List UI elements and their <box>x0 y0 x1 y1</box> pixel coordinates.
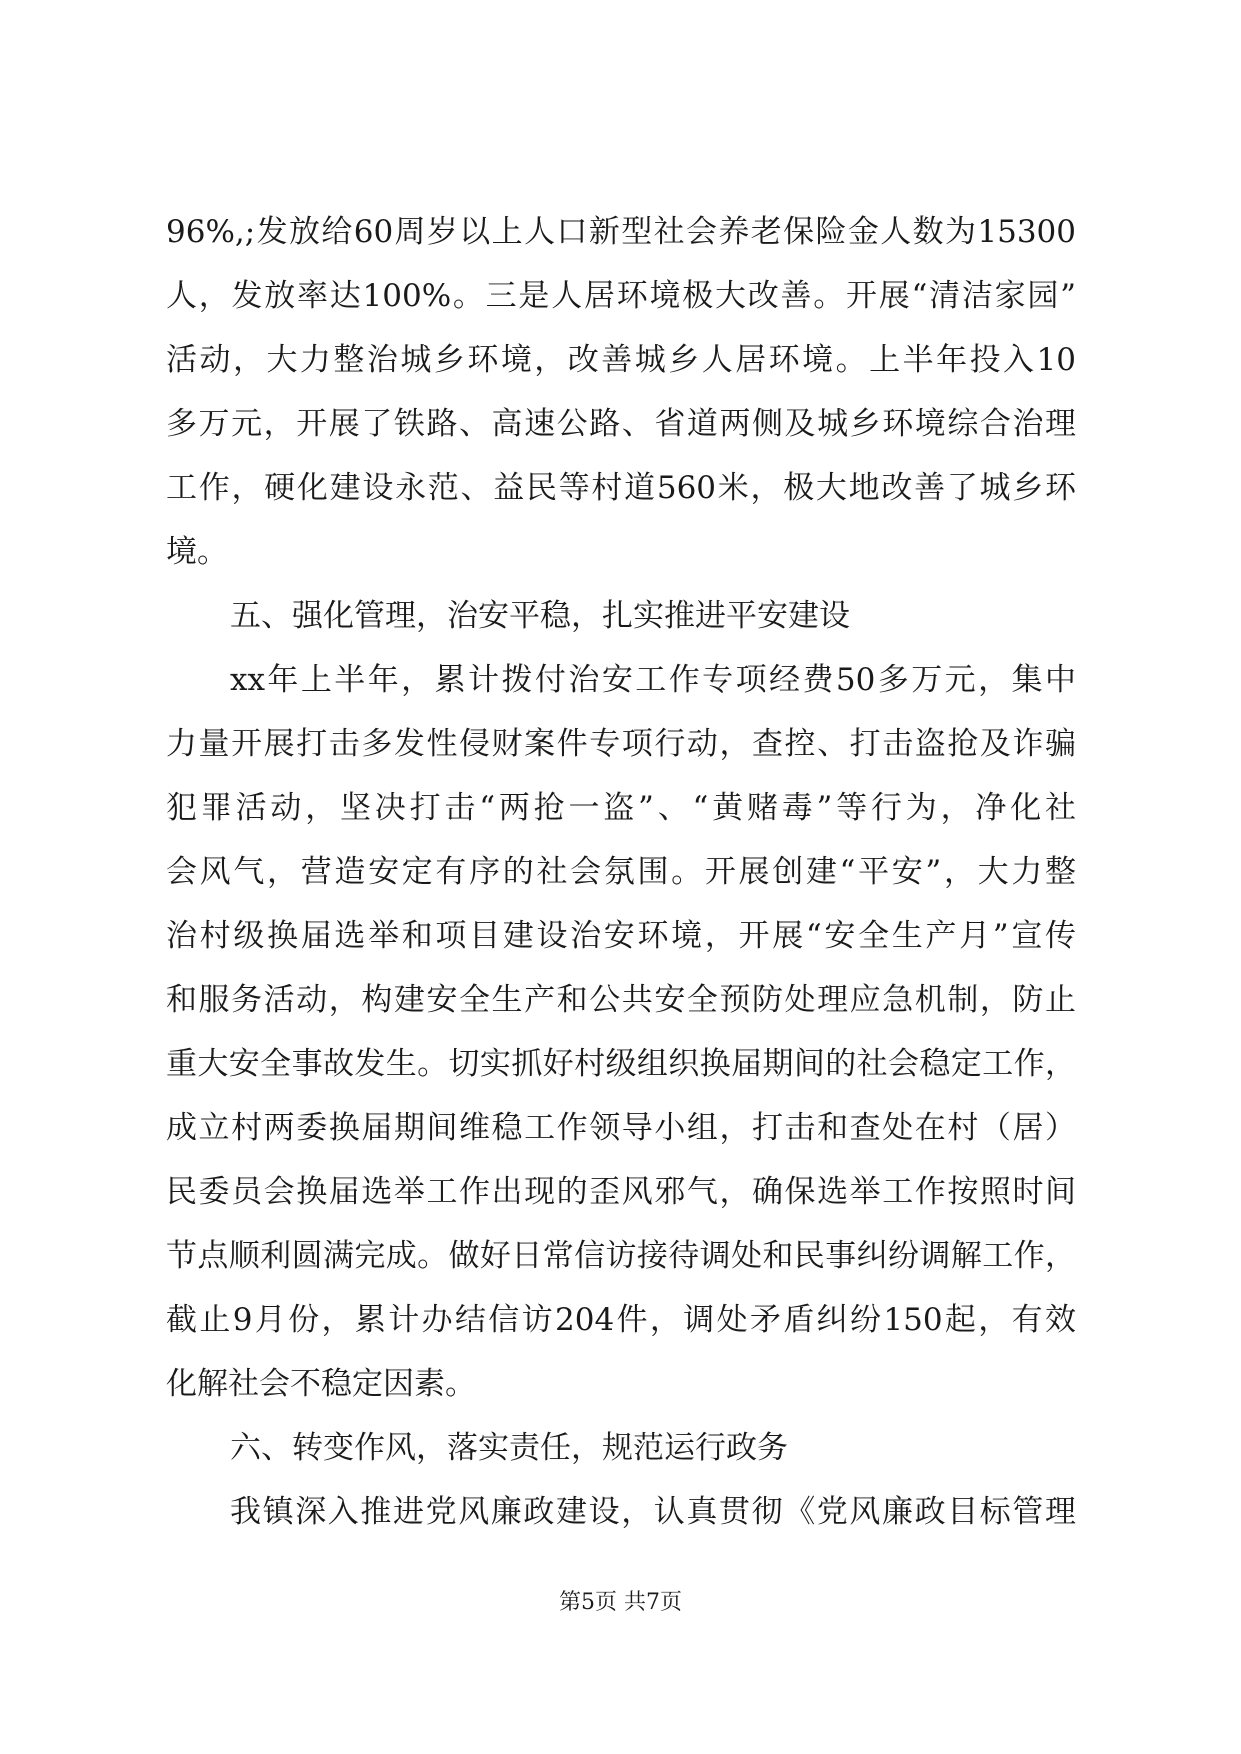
section-heading: 五、强化管理，治安平稳，扎实推进平安建设 <box>230 598 850 634</box>
body-text-line: 人，发放率达100%。三是人居环境极大改善。开展“清洁家园” <box>166 278 1076 314</box>
body-text-line: 96%,;发放给60周岁以上人口新型社会养老保险金人数为15300 <box>166 214 1076 250</box>
body-text-line: 成立村两委换届期间维稳工作领导小组，打击和查处在村（居） <box>166 1110 1076 1146</box>
body-text-line: 和服务活动，构建安全生产和公共安全预防处理应急机制，防止 <box>166 982 1076 1018</box>
body-text-line: 会风气，营造安定有序的社会氛围。开展创建“平安”，大力整 <box>166 854 1076 890</box>
paragraph-first-line: 我镇深入推进党风廉政建设，认真贯彻《党风廉政目标管理 <box>230 1494 1076 1530</box>
body-text-line: 犯罪活动，坚决打击“两抢一盗”、“黄赌毒”等行为，净化社 <box>166 790 1076 826</box>
body-text-line: 工作，硬化建设永范、益民等村道560米，极大地改善了城乡环 <box>166 470 1076 506</box>
page-number: 第5页 共7页 <box>559 1590 682 1615</box>
body-text-line: 截止9月份，累计办结信访204件，调处矛盾纠纷150起，有效 <box>166 1302 1076 1338</box>
section-heading: 六、转变作风，落实责任，规范运行政务 <box>230 1430 788 1466</box>
body-text-line: 活动，大力整治城乡环境，改善城乡人居环境。上半年投入10 <box>166 342 1076 378</box>
body-text-line: 化解社会不稳定因素。 <box>166 1366 476 1402</box>
body-text-line: 多万元，开展了铁路、高速公路、省道两侧及城乡环境综合治理 <box>166 406 1076 442</box>
body-text-line: 民委员会换届选举工作出现的歪风邪气，确保选举工作按照时间 <box>166 1174 1076 1210</box>
body-text-line: 境。 <box>166 534 228 570</box>
body-text-line: 节点顺利圆满完成。做好日常信访接待调处和民事纠纷调解工作， <box>166 1238 1076 1274</box>
body-text-line: 治村级换届选举和项目建设治安环境，开展“安全生产月”宣传 <box>166 918 1076 954</box>
paragraph-first-line: xx年上半年，累计拨付治安工作专项经费50多万元，集中 <box>230 662 1076 698</box>
body-text-line: 重大安全事故发生。切实抓好村级组织换届期间的社会稳定工作， <box>166 1046 1076 1082</box>
body-text-line: 力量开展打击多发性侵财案件专项行动，查控、打击盗抢及诈骗 <box>166 726 1076 762</box>
